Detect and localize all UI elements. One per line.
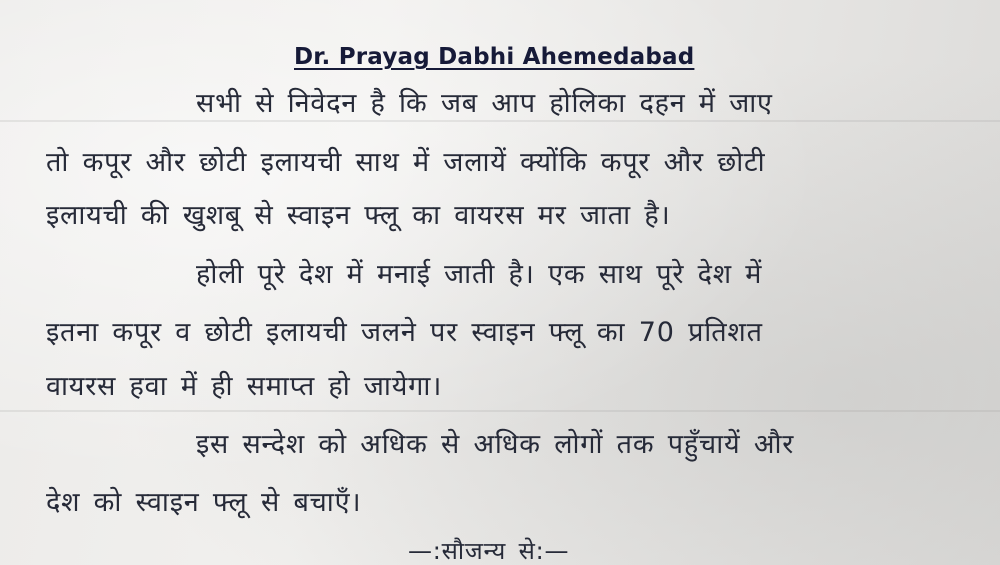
paper-fold-line	[0, 410, 1000, 412]
paragraph-1-line-2: तो कपूर और छोटी इलायची साथ में जलायें क्योंकि कपूर और छोटी	[46, 147, 766, 178]
paragraph-1-line-3: इलायची की खुशबू से स्वाइन फ्लू का वायरस मर जाता है।	[46, 200, 671, 231]
paragraph-3-line-1: इस सन्देश को अधिक से अधिक लोगों तक पहुँचायें और	[196, 429, 795, 460]
paragraph-3-line-2: देश को स्वाइन फ्लू से बचाएँ।	[46, 487, 362, 518]
document-title: Dr. Prayag Dabhi Ahemedabad	[294, 44, 695, 70]
paragraph-2-line-2: इतना कपूर व छोटी इलायची जलने पर स्वाइन फ्लू का 70 प्रतिशत	[46, 317, 763, 348]
courtesy-line: —:सौजन्य से:—	[408, 537, 570, 565]
paragraph-2-line-3: वायरस हवा में ही समाप्त हो जायेगा।	[46, 371, 443, 402]
paragraph-2-line-1: होली पूरे देश में मनाई जाती है। एक साथ पूरे देश में	[196, 259, 763, 290]
paragraph-1-line-1: सभी से निवेदन है कि जब आप होलिका दहन में जाए	[196, 88, 773, 119]
